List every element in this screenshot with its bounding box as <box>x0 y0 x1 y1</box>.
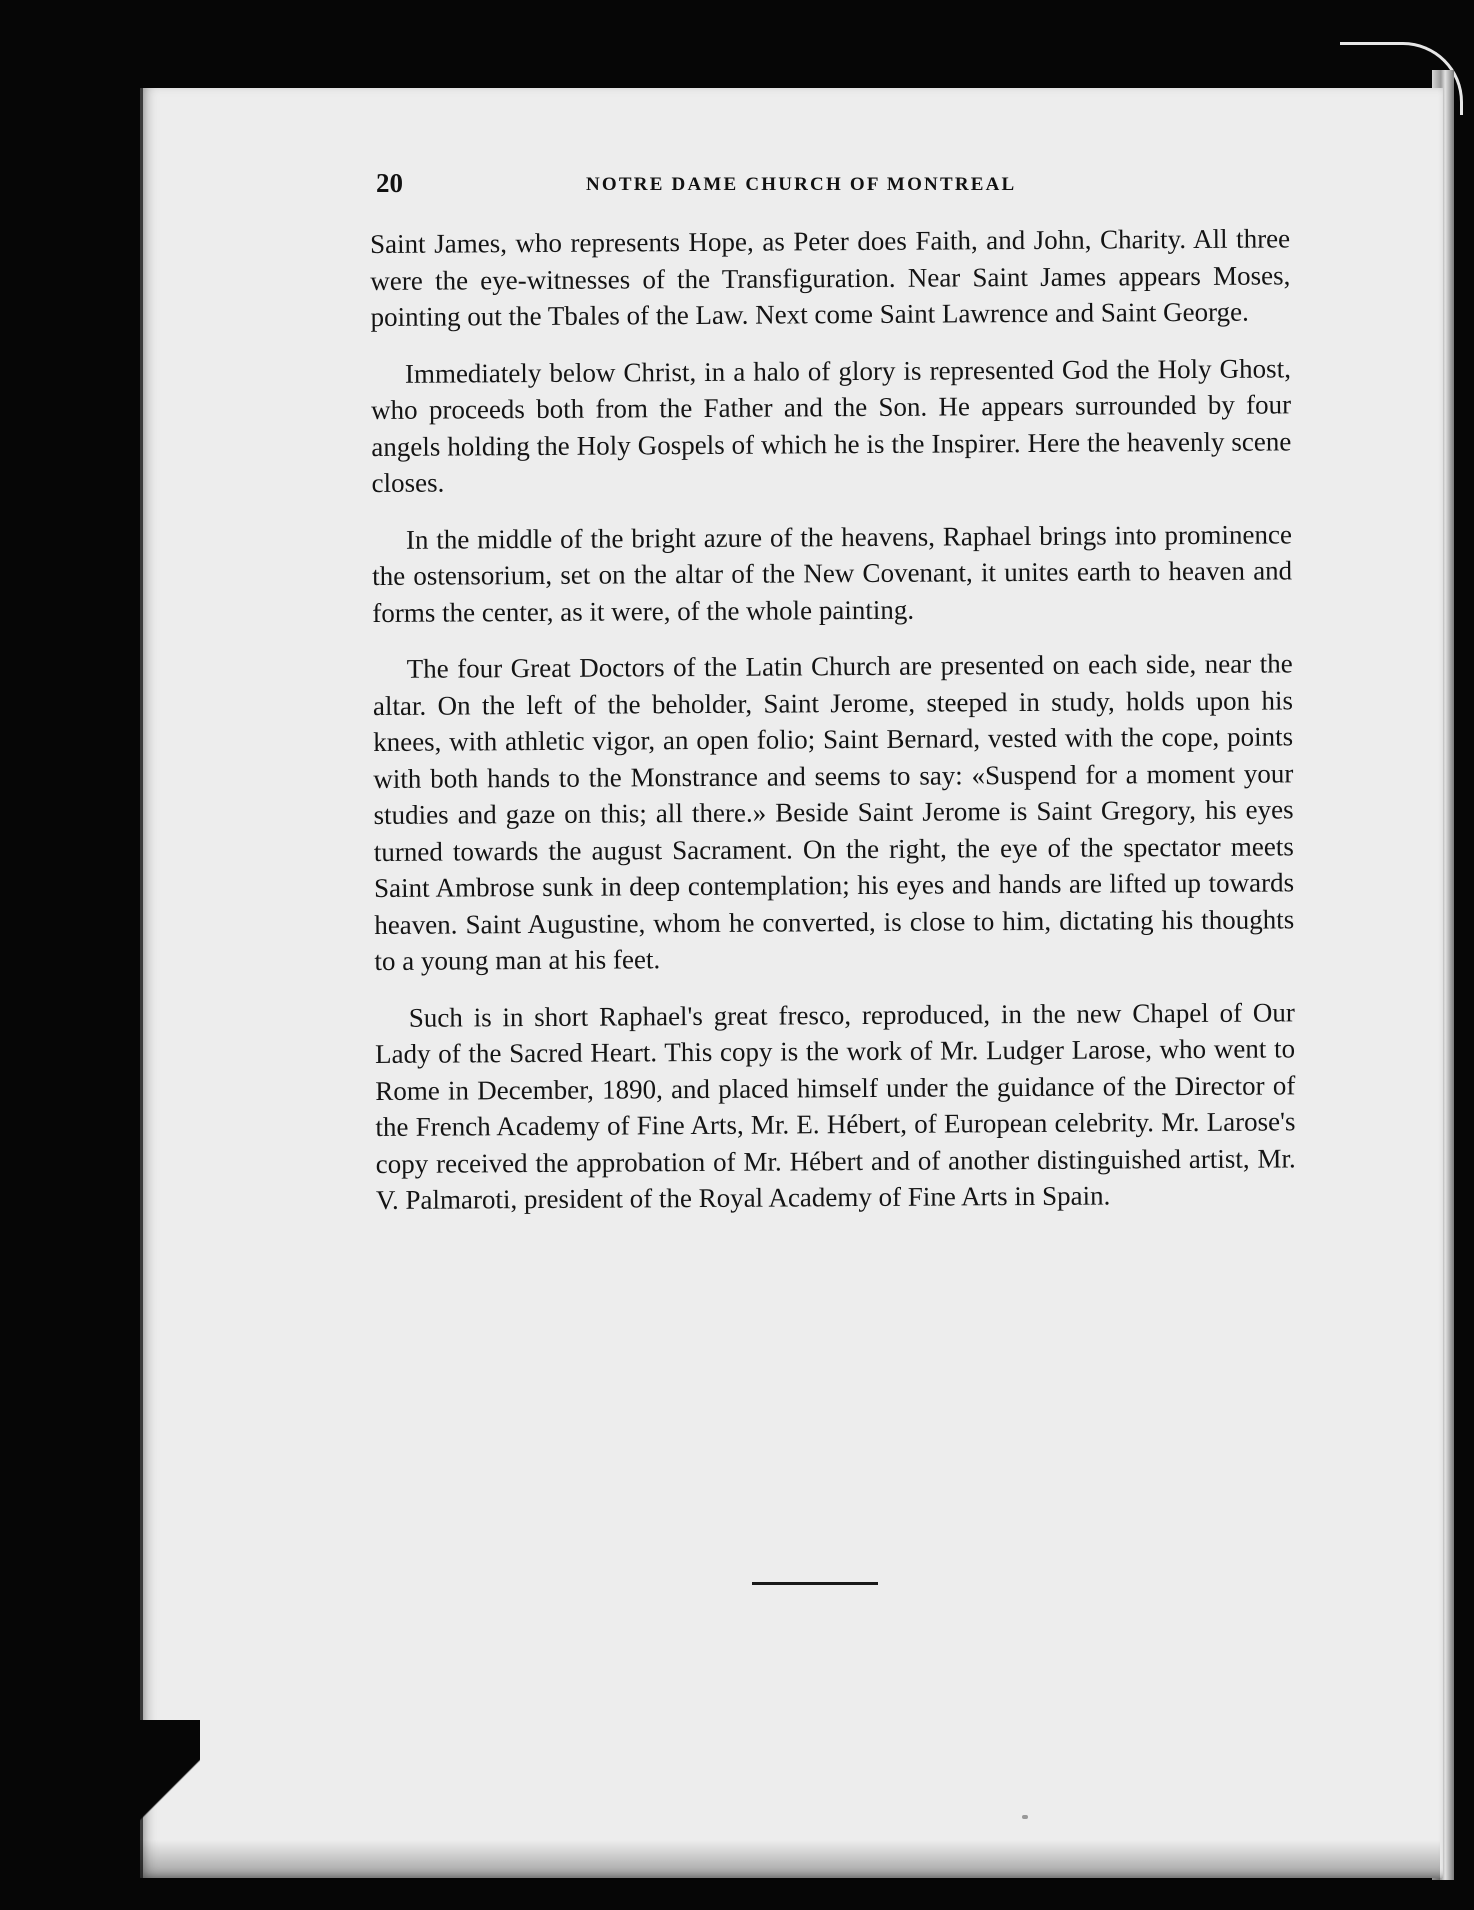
page-number: 20 <box>376 168 403 198</box>
running-head: NOTRE DAME CHURCH OF MONTREAL <box>586 174 1017 195</box>
paragraph-2: Immediately below Christ, in a halo of glory is represented God the Holy Ghost, who proceeds both from the Father and the Son. He appears surrounded by four angels holding the Holy Gospels of which he is the Inspirer. Here the heavenly scene closes. <box>371 352 1292 498</box>
paragraph-4: The four Great Doctors of the Latin Church are presented on each side, near the altar. On the left of the beholder, Saint Jerome, steeped in study, holds upon his knees, with athletic vigor, an open folio; Saint Bernard, vested with the cope, points with both hands to the Monstrance and seems to say: «Suspend for a moment your studies and gaze on this; all there.» Beside Saint Jerome is Saint Gregory, his eyes turned towards the august Sacrament. On the right, the eye of the spectator meets Saint Ambrose sunk in deep contemplation; his eyes and hands are lifted up towards heaven. Saint Augustine, whom he converted, is close to him, dictating his thoughts to a young man at his feet. <box>372 648 1295 976</box>
page-bottom-shadow <box>140 1840 1440 1880</box>
paper-speck <box>1022 1815 1028 1819</box>
paragraph-1: Saint James, who represents Hope, as Peter does Faith, and John, Charity. All three were the eye-witnesses of the Transfiguration. Near Saint James appears Moses, pointing out the Tbales of the Law. Next come Saint Lawrence and Saint George. <box>370 223 1291 332</box>
body-text <box>370 220 1296 1238</box>
paragraph-3: In the middle of the bright azure of the heavens, Raphael brings into prominence the ostensorium, set on the altar of the New Covenant, it unites earth to heaven and forms the center, as it were, of the whole painting. <box>372 518 1293 628</box>
page-header <box>376 168 1296 204</box>
paragraph-5: Such is in short Raphael's great fresco, reproduced, in the new Chapel of Our Lady of the Sacred Heart. This copy is the work of Mr. Ludger Larose, who went to Rome in December, 1890, and placed himself under the guidance of the Director of the French Academy of Fine Arts, Mr. E. Hébert, of European celebrity. Mr. Larose's copy received the approbation of Mr. Hébert and of another distinguished artist, Mr. V. Palmaroti, president of the Royal Academy of Fine Arts in Spain. <box>374 996 1296 1215</box>
section-end-rule <box>752 1582 878 1585</box>
page-corner-fold <box>140 1720 200 1880</box>
